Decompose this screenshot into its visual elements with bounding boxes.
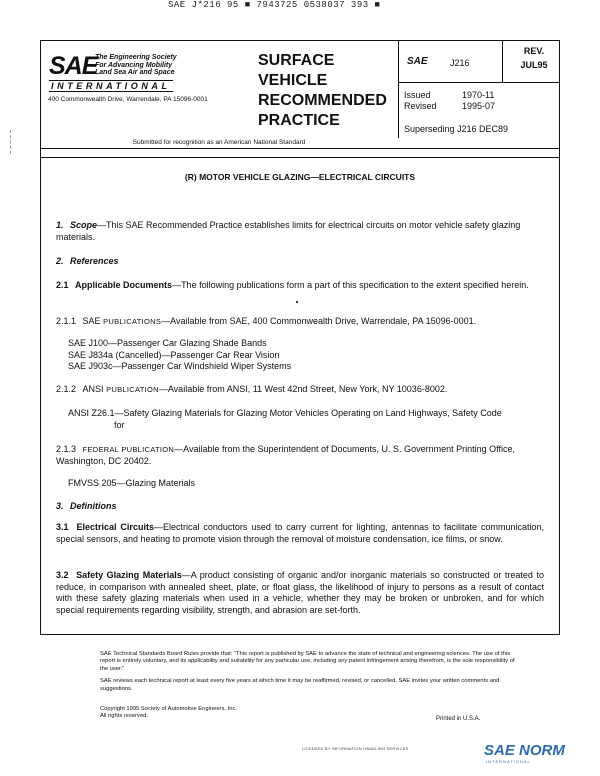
section-heading: Applicable Documents <box>75 280 173 290</box>
section-definitions <box>56 501 117 513</box>
board-rules-note: SAE Technical Standards Board Rules provide that: "This report is published by SAE to advance the state of technical and engineering sciences. The use of this report is entirely voluntary, and its applicability and suitability for any particular use, including any patent infringement arising therefrom, is the sole responsibility of the user." <box>100 651 515 672</box>
section-federal-publication <box>56 444 544 467</box>
pub-heading: PUBLICATIONS <box>103 317 162 326</box>
fmvss-reference: FMVSS 205—Glazing Materials <box>68 478 196 488</box>
section-number: 3.2 <box>56 570 69 580</box>
watermark-subtext: INTERNATIONAL <box>486 759 531 764</box>
revised-label: Revised <box>404 101 437 111</box>
doc-type-line-3: RECOMMENDED <box>258 92 387 109</box>
section-applicable-documents <box>56 280 544 292</box>
section-text: —Available from ANSI, 11 West 42nd Street, New York, NY 10036-8002. <box>158 384 448 394</box>
reference-item-continuation: for <box>114 419 125 430</box>
printed-in: Printed in U.S.A. <box>436 716 481 722</box>
footer-notes <box>100 651 520 698</box>
scan-dot <box>296 301 298 303</box>
section-number: 3. <box>56 501 64 511</box>
definition-electrical-circuits <box>56 522 544 545</box>
section-heading: Scope <box>70 220 98 230</box>
sae-tagline <box>95 54 245 77</box>
revised-value: 1995-07 <box>462 101 496 111</box>
doc-type-line-2: VEHICLE <box>258 72 328 89</box>
copyright-line-2: All rights reserved. <box>100 713 149 720</box>
reference-item: ANSI Z26.1—Safety Glazing Materials for Glazing Motor Vehicles Operating on Land Highways, Safety Code <box>68 408 502 418</box>
header-divider-vertical <box>398 40 399 138</box>
tagline-line-3: Land Sea Air and Space <box>95 69 175 76</box>
margin-mark <box>10 130 15 154</box>
section-number: 3.1 <box>56 522 69 532</box>
section-text: —Available from the Superintendent of Documents, U. S. Government Printing Office, Washington, DC 20402. <box>56 444 515 466</box>
rev-label: REV. <box>523 46 545 56</box>
sae-reference-list <box>68 338 538 373</box>
copyright-line-1: Copyright 1995 Society of Automotive Engineers, Inc. <box>100 706 237 712</box>
definition-text: —Electrical conductors used to carry current for lighting, antennas to facilitate communication, special sensors, and heating to promote vision through the removal of moisture condensation, ice films, or snow. <box>56 522 544 544</box>
scan-header: SAE J*216 95 ■ 7943725 0538037 393 ■ <box>168 0 381 10</box>
definition-safety-glazing <box>56 570 544 616</box>
doc-type-line-4: PRACTICE <box>258 112 340 129</box>
section-references <box>56 256 119 268</box>
issued-label: Issued <box>404 90 431 100</box>
tagline-line-2: For Advancing Mobility <box>95 61 173 69</box>
section-number: 1. <box>56 220 64 230</box>
rev-divider <box>502 40 503 82</box>
section-number: 2.1.1 <box>56 316 77 326</box>
document-title: (R) MOTOR VEHICLE GLAZING—ELECTRICAL CIRCUITS <box>184 172 416 182</box>
section-ansi-publication <box>56 384 544 396</box>
definition-term: Electrical Circuits <box>76 522 154 532</box>
copyright <box>100 706 237 721</box>
pub-heading: FEDERAL PUBLICATION <box>82 445 175 454</box>
superseding: Superseding J216 DEC89 <box>404 124 509 134</box>
sae-small-mark: SAE <box>407 56 428 67</box>
document-type <box>258 51 398 131</box>
review-note: SAE reviews each technical report at least every five years at which time it may be reaffirmed, revised, or cancelled. SAE invites your written comments and suggestions. <box>100 678 500 692</box>
definition-term: Safety Glazing Materials <box>76 570 182 580</box>
international-label: INTERNATIONAL <box>51 81 171 91</box>
header-bottom-rule <box>40 148 560 149</box>
section-number: 2.1 <box>56 280 69 290</box>
issued-value: 1970-11 <box>462 90 495 100</box>
document-number: J216 <box>450 58 470 68</box>
section-text: —This SAE Recommended Practice establishes limits for electrical circuits on motor vehicle safety glazing materials. <box>56 220 521 242</box>
pub-org: SAE <box>82 316 101 326</box>
reference-item: SAE J903c—Passenger Car Windshield Wiper Systems <box>68 361 292 371</box>
license-stamp: LICENSED BY INFORMATION HANDLING SERVICES <box>302 746 409 751</box>
definition-text: —A product consisting of organic and/or inorganic materials so constructed or treated to reduce, in comparison with annealed sheet, plate, or float glass, the likelihood of injury to persons as a result of contact with these safety glazing materials when used in a vehicle, whether they may be broken or unbroken, and for which special requirements regarding visibility, strength, and abrasion are set-forth. <box>56 570 544 615</box>
reference-item: SAE J834a (Cancelled)—Passenger Car Rear Vision <box>68 349 280 360</box>
section-sae-publications <box>56 316 544 328</box>
tagline-line-1: The Engineering Society <box>95 54 177 61</box>
section-heading: References <box>70 256 119 266</box>
section-scope <box>56 220 544 243</box>
section-number: 2.1.2 <box>56 384 77 394</box>
sae-norm-watermark: SAE NORM <box>484 742 565 759</box>
section-text: —The following publications form a part of this specification to the extent specified herein. <box>172 280 529 290</box>
reference-item: SAE J100—Passenger Car Glazing Shade Bands <box>68 338 267 348</box>
pub-heading: PUBLICATION <box>106 385 159 394</box>
sae-address: 400 Commonwealth Drive, Warrendale, PA 15096-0001 <box>48 96 208 103</box>
doc-type-line-1: SURFACE <box>258 52 335 69</box>
header-divider-horizontal <box>398 82 560 83</box>
ansi-reference <box>68 408 548 431</box>
section-text: —Available from SAE, 400 Commonwealth Drive, Warrendale, PA 15096-0001. <box>161 316 477 326</box>
submitted-note: Submitted for recognition as an American National Standard <box>132 139 306 146</box>
sae-logo: SAE <box>49 52 98 80</box>
section-number: 2.1.3 <box>56 444 77 454</box>
section-number: 2. <box>56 256 64 266</box>
section-heading: Definitions <box>70 501 117 511</box>
pub-org: ANSI <box>82 384 104 394</box>
rev-value: JUL95 <box>520 60 548 70</box>
